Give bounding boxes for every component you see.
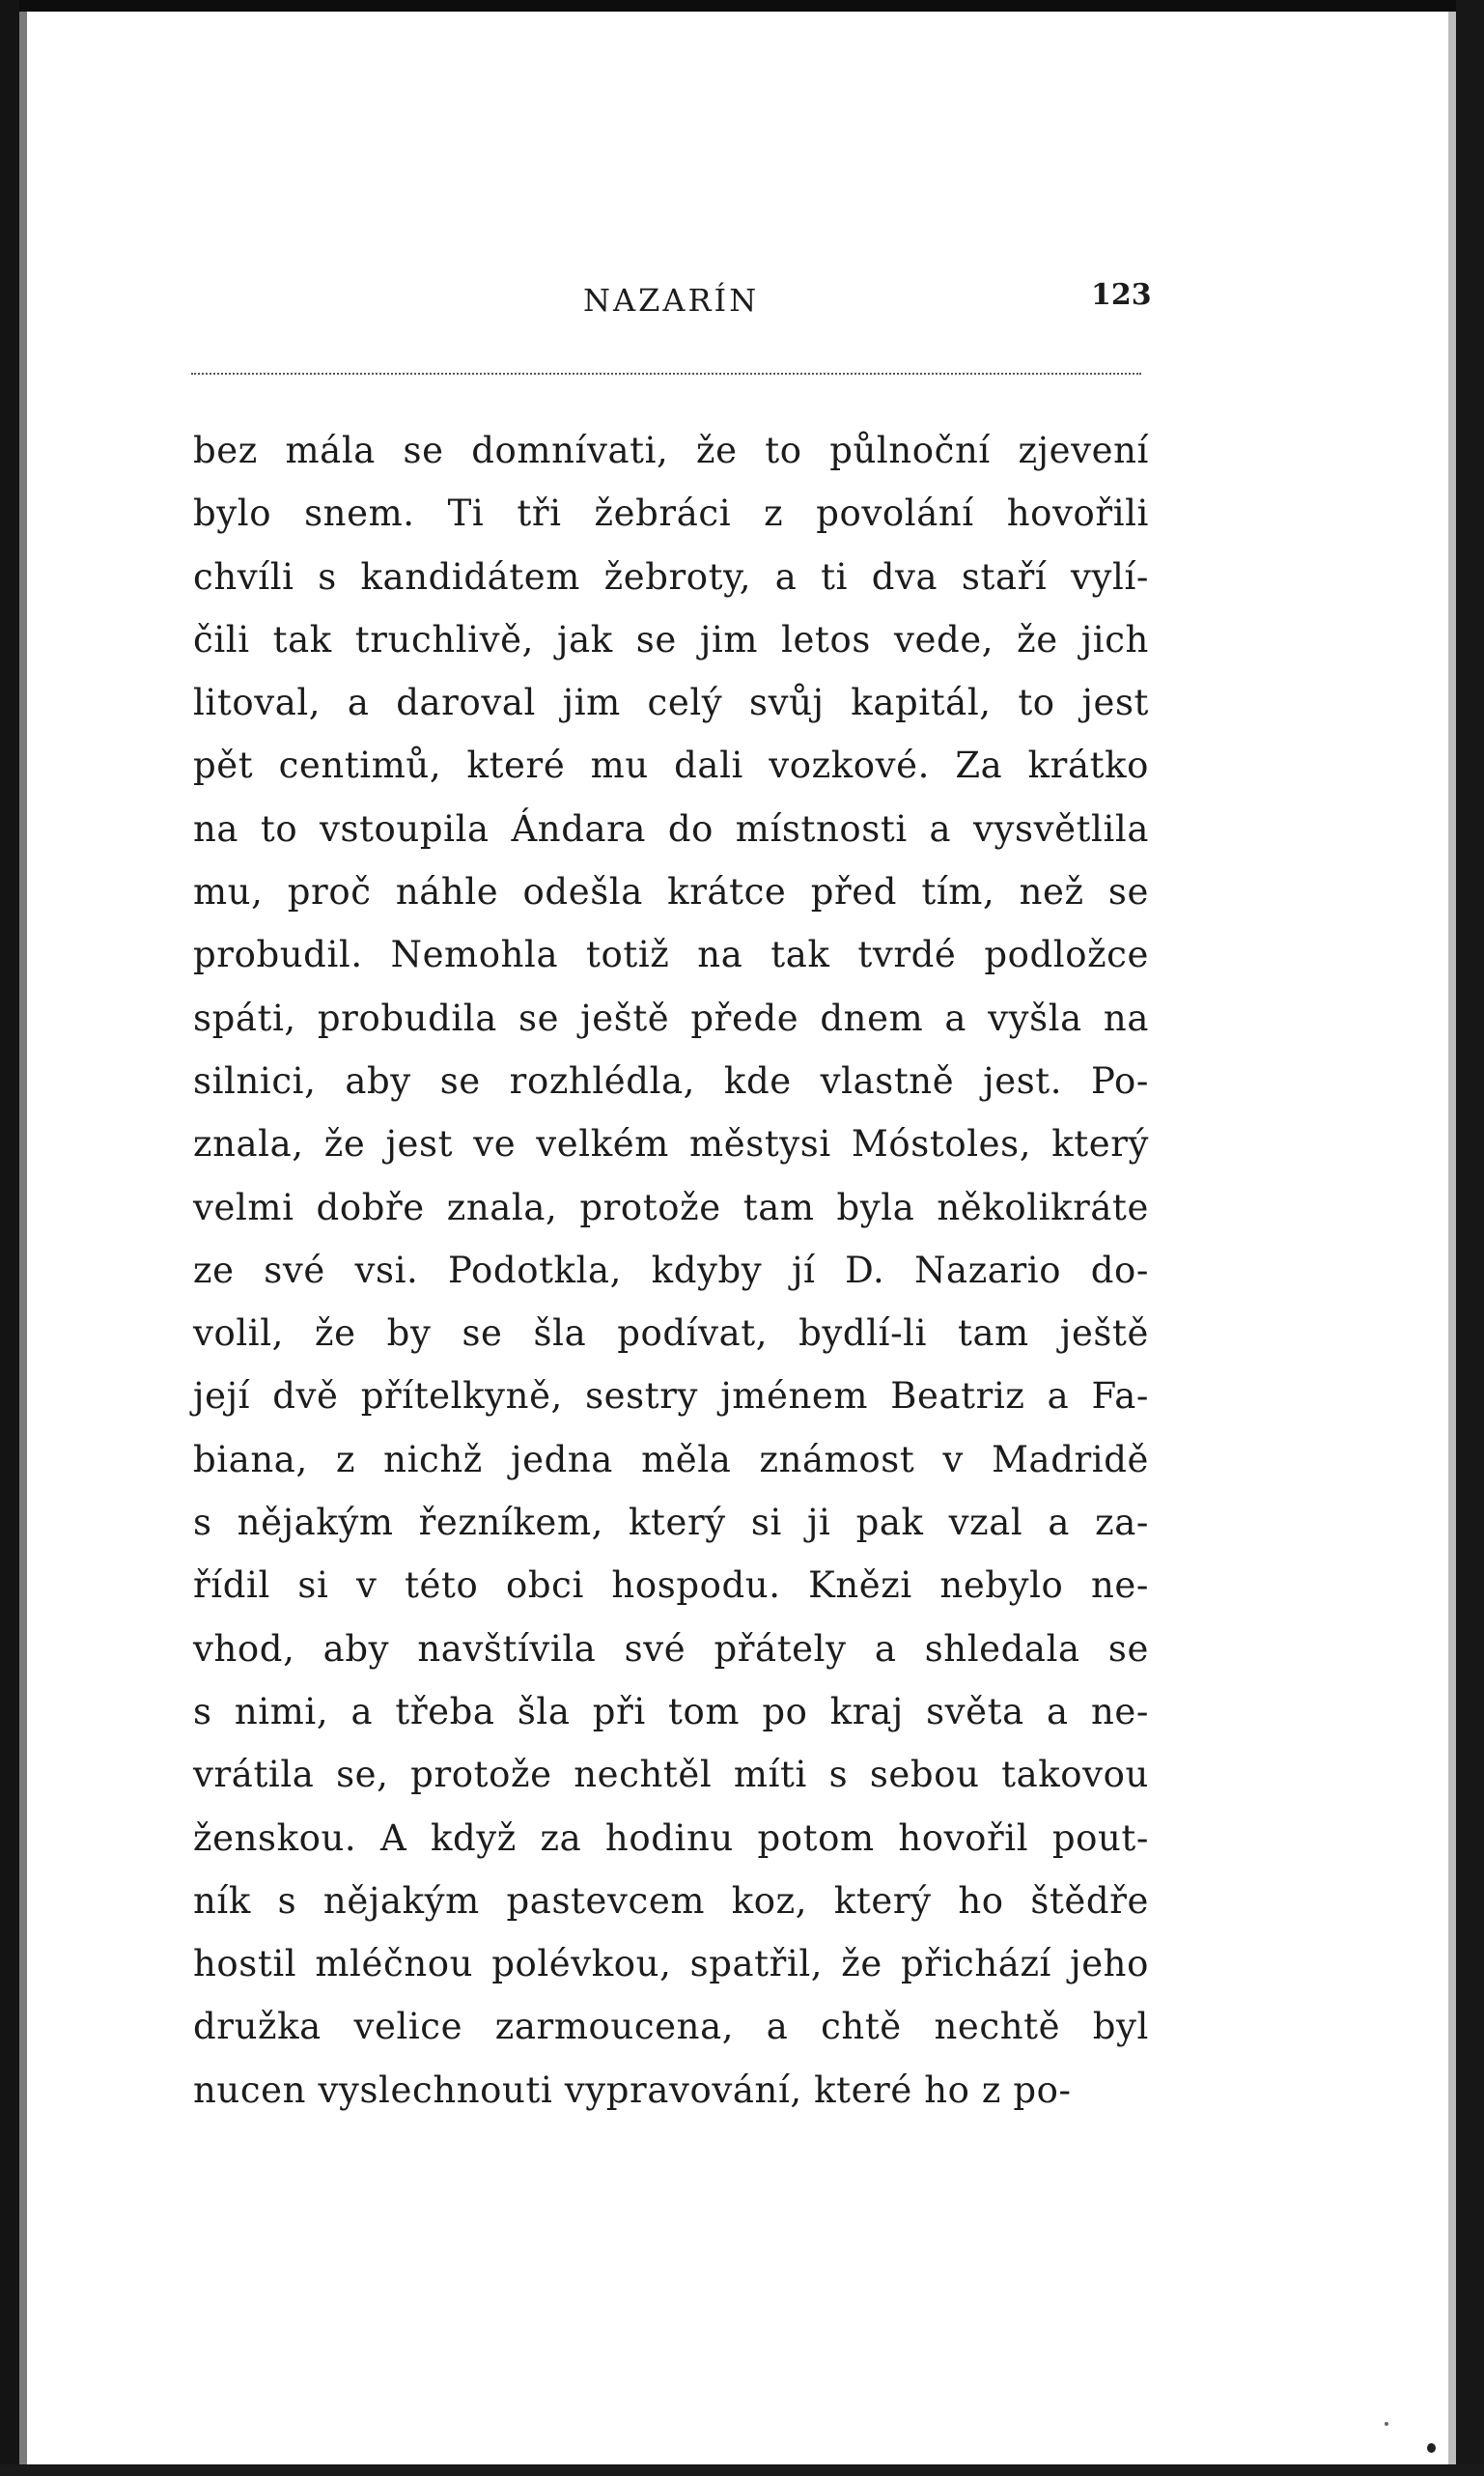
text-line: její dvě přítelkyně, sestry jménem Beatriz a Fa- xyxy=(193,1375,1149,1418)
scan-border-top xyxy=(0,0,1484,12)
scan-border-bottom xyxy=(0,2464,1484,2476)
header-rule xyxy=(191,373,1141,375)
text-line: velmi dobře znala, protože tam byla několikráte xyxy=(193,1186,1149,1228)
page-number: 123 xyxy=(1091,278,1152,312)
scan-border-left xyxy=(0,0,19,2476)
body-text xyxy=(193,419,1149,2122)
text-line: litoval, a daroval jim celý svůj kapitál, to jest xyxy=(193,682,1149,724)
text-line: biana, z nichž jedna měla známost v Madridě xyxy=(193,1438,1149,1480)
scan-speck xyxy=(1385,2422,1388,2426)
text-line: řídil si v této obci hospodu. Knězi nebylo ne- xyxy=(193,1564,1149,1607)
text-line: vhod, aby navštívila své přátely a shledala se xyxy=(193,1627,1149,1670)
text-line: pět centimů, které mu dali vozkové. Za krátko xyxy=(193,745,1149,787)
running-head: NAZARÍN xyxy=(583,282,760,319)
text-line: volil, že by se šla podívat, bydlí-li tam ještě xyxy=(193,1312,1149,1355)
text-line: ze své vsi. Podotkla, kdyby jí D. Nazario do- xyxy=(193,1249,1149,1291)
text-line: mu, proč náhle odešla krátce před tím, než se xyxy=(193,871,1149,914)
text-line: hostil mléčnou polévkou, spatřil, že přichází jeho xyxy=(193,1943,1149,1985)
scan-border-right xyxy=(1456,0,1484,2476)
text-line: s nějakým řezníkem, který si ji pak vzal a za- xyxy=(193,1502,1149,1544)
text-line: vrátila se, protože nechtěl míti s sebou takovou xyxy=(193,1754,1149,1796)
text-line: bez mála se domnívati, že to půlnoční zjevení xyxy=(193,430,1149,471)
text-line: silnici, aby se rozhlédla, kde vlastně jest. Po- xyxy=(193,1059,1149,1102)
text-line: čili tak truchlivě, jak se jim letos vede, že jich xyxy=(193,618,1149,661)
text-line: nucen vyslechnouti vypravování, které ho z po- xyxy=(193,2068,1072,2111)
text-line: chvíli s kandidátem žebroty, a ti dva staří vylí- xyxy=(193,555,1149,598)
text-line: družka velice zarmoucena, a chtě nechtě byl xyxy=(193,2006,1149,2048)
page-edge-shadow-right xyxy=(1448,12,1456,2476)
page-edge-shadow-left xyxy=(19,12,27,2476)
text-line: ník s nějakým pastevcem koz, který ho štědře xyxy=(193,1879,1149,1922)
text-line: ženskou. A když za hodinu potom hovořil pout- xyxy=(193,1816,1149,1859)
text-line: s nimi, a třeba šla při tom po kraj světa a ne- xyxy=(193,1690,1149,1732)
scan-speck xyxy=(1427,2443,1436,2453)
text-line: spáti, probudila se ještě přede dnem a vyšla na xyxy=(193,997,1149,1039)
text-line: bylo snem. Ti tři žebráci z povolání hovořili xyxy=(193,492,1149,535)
text-line: probudil. Nemohla totiž na tak tvrdé podložce xyxy=(193,934,1149,976)
text-line: znala, že jest ve velkém městysi Móstoles, který xyxy=(193,1123,1149,1166)
text-line: na to vstoupila Ándara do místnosti a vysvětlila xyxy=(193,807,1149,850)
